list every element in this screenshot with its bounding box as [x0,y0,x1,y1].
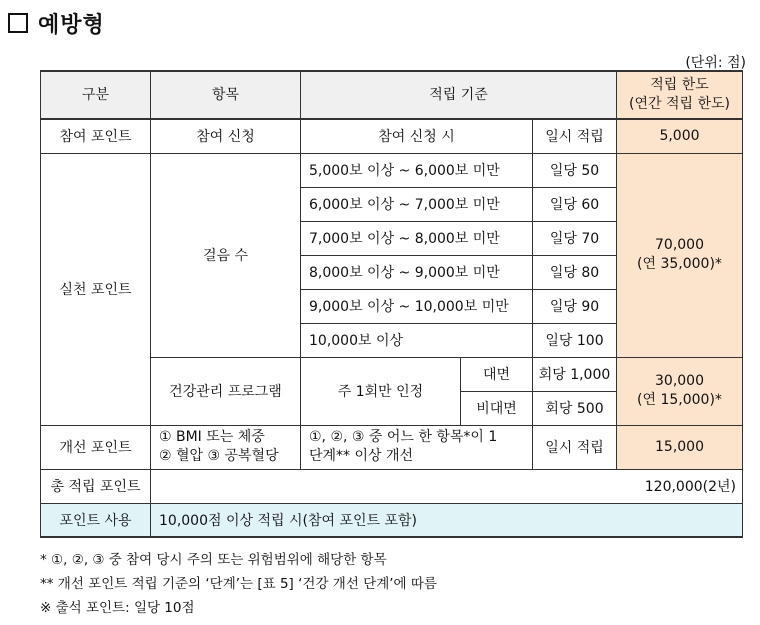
participation-item: 참여 신청 [151,119,301,153]
program-limit-line1: 30,000 [655,373,704,389]
participation-category: 참여 포인트 [41,119,151,153]
program-limit [617,357,743,425]
header-limit [617,71,743,119]
improvement-item-line1: ① BMI 또는 체중 [159,429,265,445]
table-row [41,425,743,469]
header-category: 구분 [41,71,151,119]
program-rate: 회당 1,000 [533,357,617,391]
steps-rate: 일당 50 [533,153,617,187]
program-type: 대면 [461,357,533,391]
practice-category: 실천 포인트 [41,153,151,425]
program-limit-line2: (연 15,000)* [637,392,722,408]
improvement-item [151,425,301,469]
steps-limit-line2: (연 35,000)* [637,256,722,272]
steps-criteria: 7,000보 이상 ~ 8,000보 미만 [301,221,533,255]
header-item: 항목 [151,71,301,119]
steps-criteria: 5,000보 이상 ~ 6,000보 미만 [301,153,533,187]
program-criteria: 주 1회만 인정 [301,357,461,425]
section-heading [8,8,105,39]
checkbox-square-icon [8,13,28,33]
program-rate: 회당 500 [533,391,617,425]
footnote: ** 개선 포인트 적립 기준의 ‘단계’는 [표 5] ‘건강 개선 단계’에 따름 [40,576,437,592]
improvement-criteria [301,425,533,469]
improvement-category: 개선 포인트 [41,425,151,469]
steps-rate: 일당 70 [533,221,617,255]
usage-label: 포인트 사용 [41,503,151,537]
participation-limit: 5,000 [617,119,743,153]
steps-criteria: 6,000보 이상 ~ 7,000보 미만 [301,187,533,221]
table-header-row [41,71,743,119]
table-row [41,153,743,187]
steps-criteria: 9,000보 이상 ~ 10,000보 미만 [301,289,533,323]
steps-rate: 일당 60 [533,187,617,221]
header-limit-line2: (연간 적립 한도) [629,96,730,112]
section-heading-text: 예방형 [38,13,105,38]
steps-limit [617,153,743,357]
header-criteria: 적립 기준 [301,71,617,119]
usage-value: 10,000점 이상 적립 시(참여 포인트 포함) [151,503,743,537]
footnote: ※ 출석 포인트: 일당 10점 [40,600,195,616]
table-row [41,119,743,153]
unit-label: (단위: 점) [685,55,746,71]
total-label: 총 적립 포인트 [41,469,151,503]
improvement-criteria-line2: 단계** 이상 개선 [309,448,414,464]
program-type: 비대면 [461,391,533,425]
participation-rate: 일시 적립 [533,119,617,153]
header-limit-line1: 적립 한도 [650,77,709,93]
footnotes [40,548,437,620]
footnote: * ①, ②, ③ 중 참여 당시 주의 또는 위험범위에 해당한 항목 [40,552,387,568]
table-row [41,469,743,503]
steps-criteria: 10,000보 이상 [301,323,533,357]
table-row [41,503,743,537]
points-table [40,70,743,538]
steps-rate: 일당 80 [533,255,617,289]
steps-criteria: 8,000보 이상 ~ 9,000보 미만 [301,255,533,289]
program-item: 건강관리 프로그램 [151,357,301,425]
improvement-rate: 일시 적립 [533,425,617,469]
steps-limit-line1: 70,000 [655,237,704,253]
participation-criteria: 참여 신청 시 [301,119,533,153]
improvement-item-line2: ② 혈압 ③ 공복혈당 [159,448,279,464]
improvement-criteria-line1: ①, ②, ③ 중 어느 한 항목*이 1 [309,429,498,445]
total-value: 120,000(2년) [151,469,743,503]
steps-rate: 일당 100 [533,323,617,357]
improvement-limit: 15,000 [617,425,743,469]
steps-item: 걸음 수 [151,153,301,357]
steps-rate: 일당 90 [533,289,617,323]
